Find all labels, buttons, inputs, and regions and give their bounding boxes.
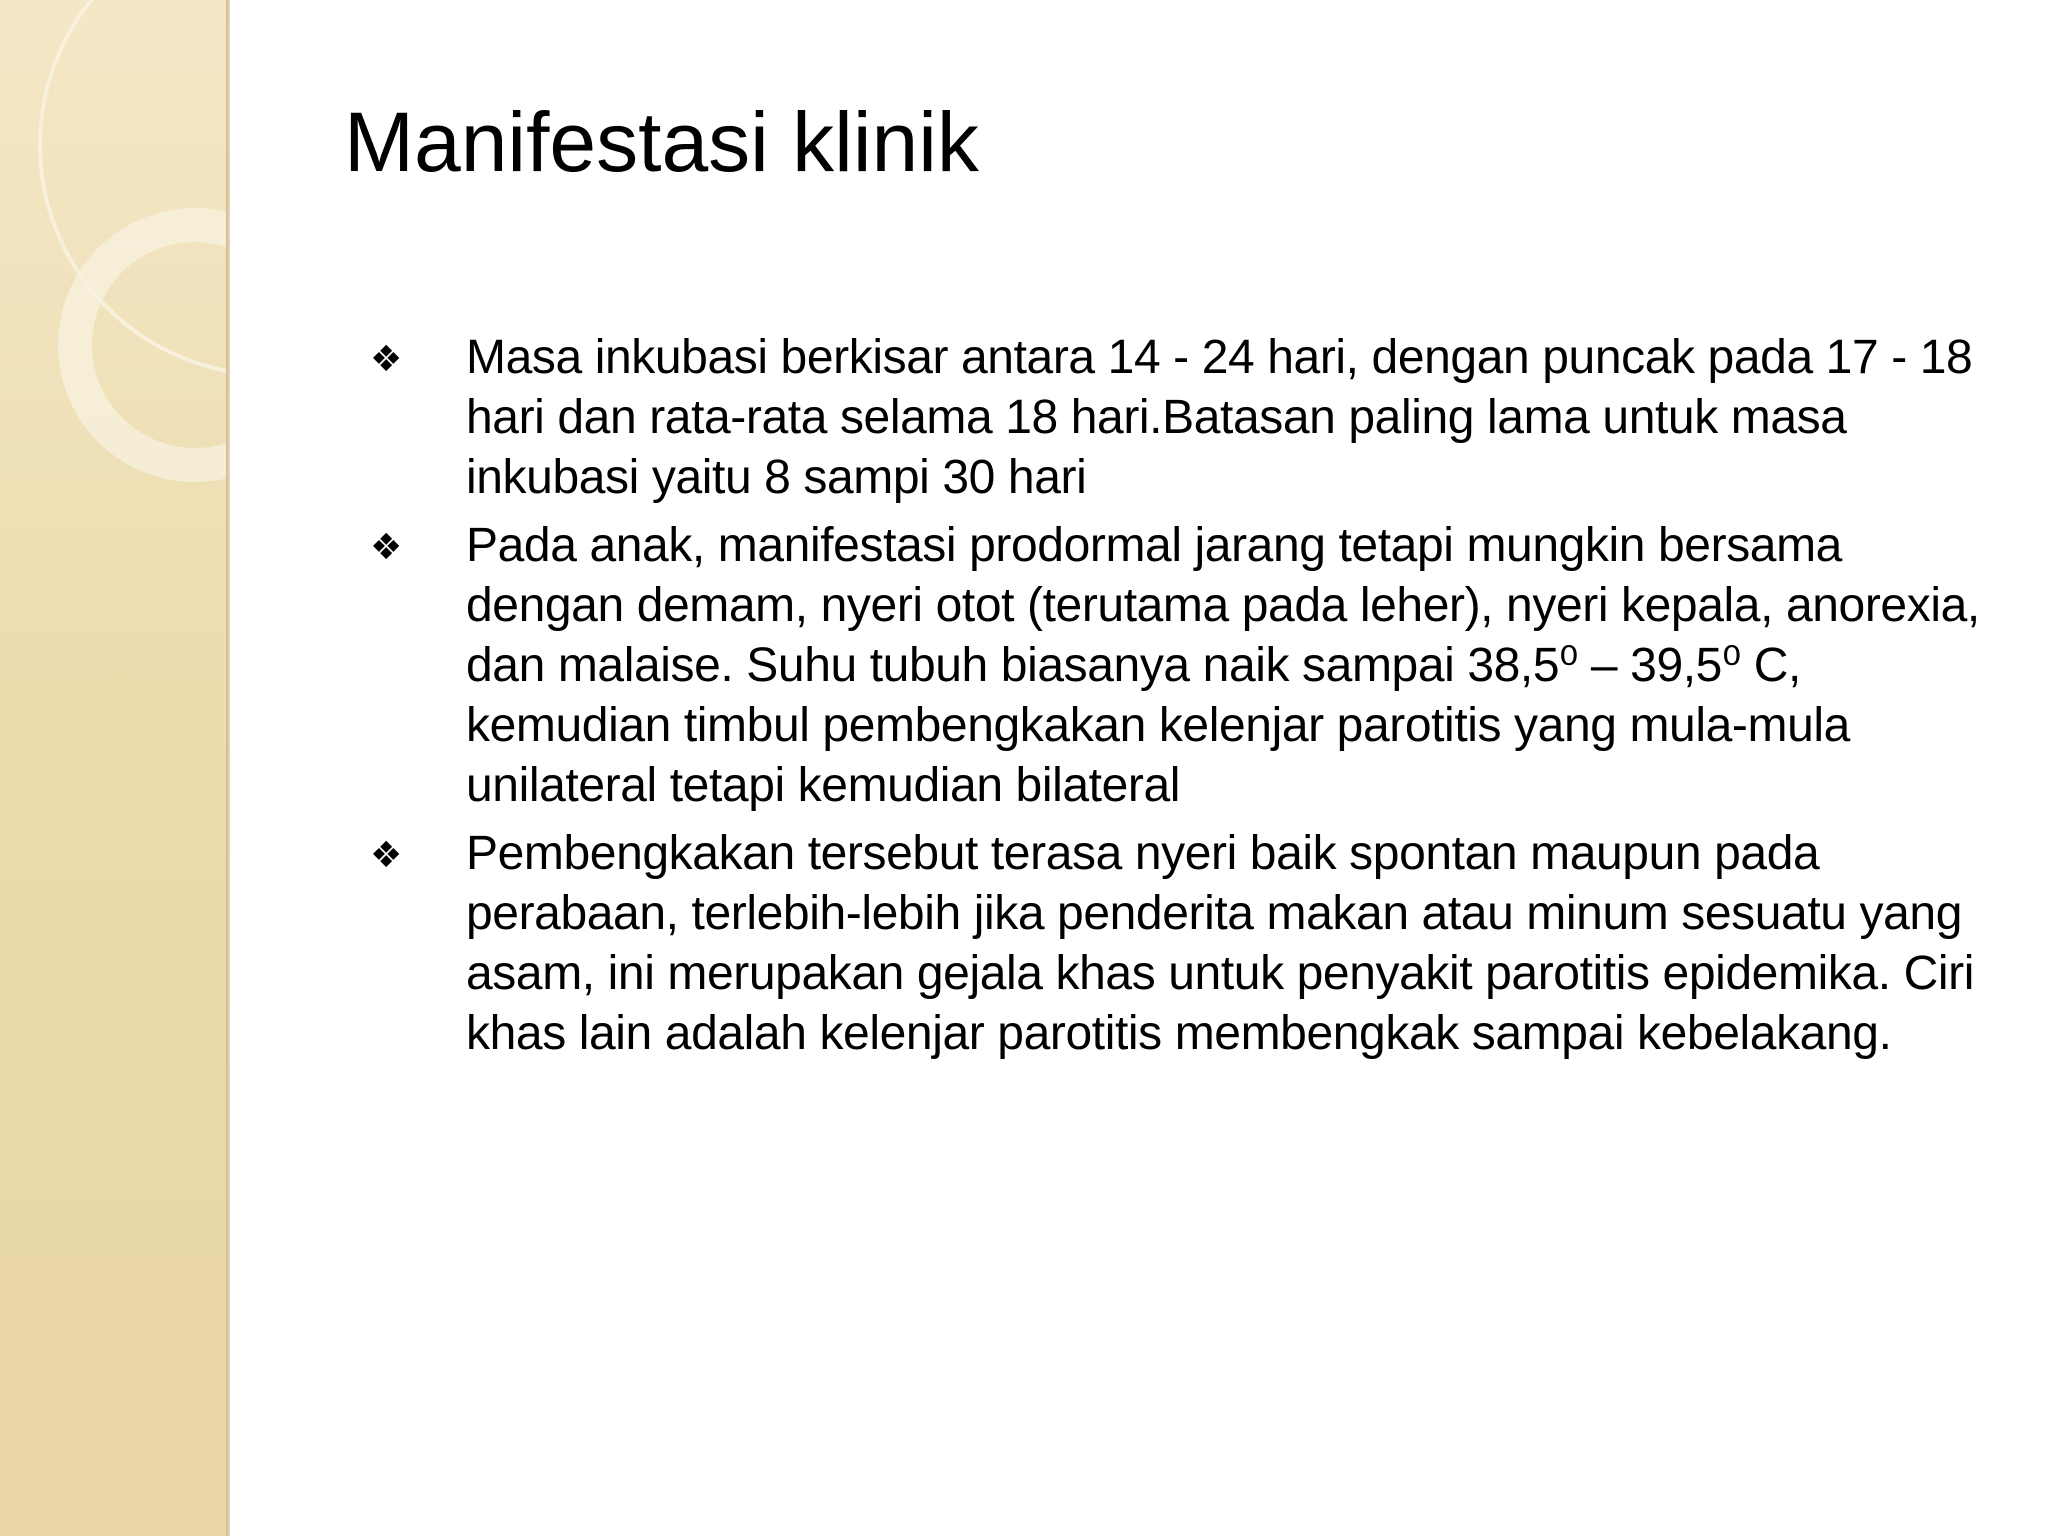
sidebar-divider xyxy=(226,0,230,1536)
decorative-sidebar xyxy=(0,0,226,1536)
diamond-bullet-icon: ❖ xyxy=(370,527,403,568)
bullet-item xyxy=(370,824,2010,1064)
bullet-text: Pembengkakan tersebut terasa nyeri baik spontan maupun pada perabaan, terlebih-lebih jika penderita makan atau minum sesuatu yang asam, ini merupakan gejala khas untuk penyakit parotitis epidemika. Ciri khas lain adalah kelenjar parotitis membengkak sampai kebelakang. xyxy=(466,827,1974,1060)
bullet-text: Masa inkubasi berkisar antara 14 - 24 hari, dengan puncak pada 17 - 18 hari dan rata-rata selama 18 hari.Batasan paling lama untuk masa inkubasi yaitu 8 sampi 30 hari xyxy=(466,331,1973,504)
bullet-text: Pada anak, manifestasi prodormal jarang tetapi mungkin bersama dengan demam, nyeri otot (terutama pada leher), nyeri kepala, anorexia, dan malaise. Suhu tubuh biasanya naik sampai 38,5⁰ – 39,5⁰ C, kemudian timbul pembengkakan kelenjar parotitis yang mula-mula unilateral tetapi kemudian bilateral xyxy=(466,519,1980,812)
diamond-bullet-icon: ❖ xyxy=(370,835,403,876)
bullet-item xyxy=(370,516,2010,816)
slide-title: Manifestasi klinik xyxy=(344,95,979,189)
bullet-item xyxy=(370,328,2010,508)
diamond-bullet-icon: ❖ xyxy=(370,339,403,380)
bullet-list xyxy=(370,328,2010,1072)
decorative-rings-icon xyxy=(0,0,226,1536)
